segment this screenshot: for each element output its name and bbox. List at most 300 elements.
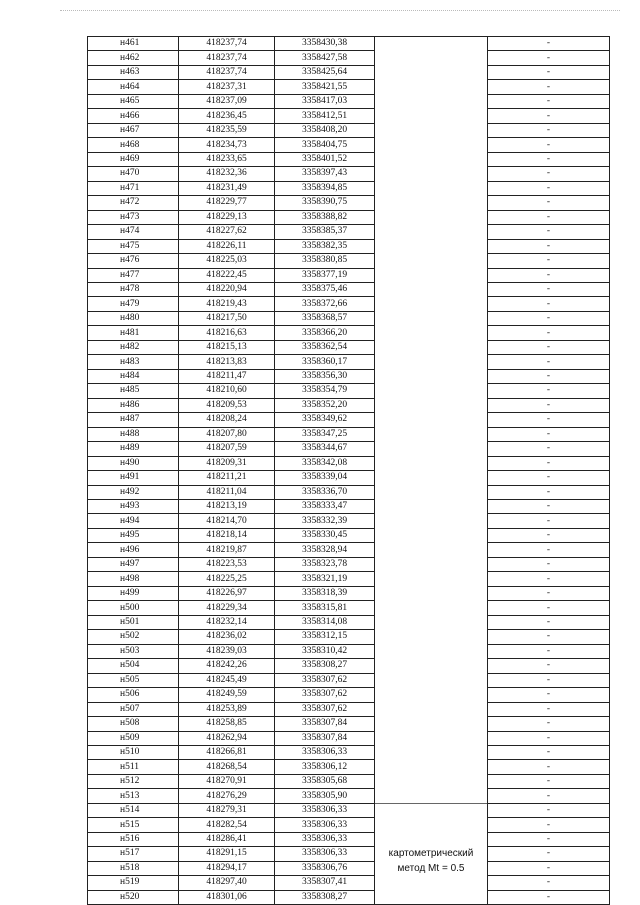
page-top-edge: [60, 10, 620, 13]
y-coordinate-cell: 3358425,64: [275, 65, 375, 79]
dash-cell: -: [488, 861, 610, 875]
x-coordinate-cell: 418282,54: [179, 818, 275, 832]
dash-cell: -: [488, 225, 610, 239]
point-id-cell: н477: [88, 268, 179, 282]
x-coordinate-cell: 418214,70: [179, 514, 275, 528]
y-coordinate-cell: 3358307,84: [275, 717, 375, 731]
point-id-cell: н475: [88, 239, 179, 253]
x-coordinate-cell: 418232,14: [179, 615, 275, 629]
dash-cell: -: [488, 326, 610, 340]
dash-cell: -: [488, 659, 610, 673]
point-id-cell: н486: [88, 398, 179, 412]
y-coordinate-cell: 3358380,85: [275, 254, 375, 268]
y-coordinate-cell: 3358333,47: [275, 500, 375, 514]
table-row: [88, 586, 610, 600]
point-id-cell: н499: [88, 586, 179, 600]
y-coordinate-cell: 3358356,30: [275, 369, 375, 383]
table-row: [88, 818, 610, 832]
y-coordinate-cell: 3358417,03: [275, 94, 375, 108]
dash-cell: -: [488, 789, 610, 803]
dash-cell: -: [488, 181, 610, 195]
x-coordinate-cell: 418227,62: [179, 225, 275, 239]
y-coordinate-cell: 3358308,27: [275, 659, 375, 673]
method-cell: [375, 572, 488, 586]
x-coordinate-cell: 418270,91: [179, 774, 275, 788]
method-cell: [375, 500, 488, 514]
x-coordinate-cell: 418234,73: [179, 138, 275, 152]
dash-cell: -: [488, 688, 610, 702]
point-id-cell: н471: [88, 181, 179, 195]
table-row: [88, 543, 610, 557]
y-coordinate-cell: 3358306,33: [275, 803, 375, 817]
method-cell: [375, 196, 488, 210]
method-cell: [375, 586, 488, 600]
y-coordinate-cell: 3358306,33: [275, 745, 375, 759]
method-cell: [375, 152, 488, 166]
method-cell: [375, 731, 488, 745]
y-coordinate-cell: 3358306,33: [275, 832, 375, 846]
y-coordinate-cell: 3358315,81: [275, 601, 375, 615]
dash-cell: -: [488, 254, 610, 268]
dash-cell: -: [488, 340, 610, 354]
y-coordinate-cell: 3358354,79: [275, 384, 375, 398]
method-cell: [375, 123, 488, 137]
x-coordinate-cell: 418291,15: [179, 847, 275, 861]
y-coordinate-cell: 3358382,35: [275, 239, 375, 253]
x-coordinate-cell: 418213,19: [179, 500, 275, 514]
point-id-cell: н464: [88, 80, 179, 94]
dash-cell: -: [488, 601, 610, 615]
x-coordinate-cell: 418217,50: [179, 311, 275, 325]
point-id-cell: н497: [88, 557, 179, 571]
table-row: [88, 847, 610, 861]
point-id-cell: н461: [88, 37, 179, 51]
x-coordinate-cell: 418294,17: [179, 861, 275, 875]
method-cell: [375, 745, 488, 759]
point-id-cell: н489: [88, 442, 179, 456]
x-coordinate-cell: 418242,26: [179, 659, 275, 673]
table-row: [88, 80, 610, 94]
dash-cell: -: [488, 123, 610, 137]
table-row: [88, 398, 610, 412]
method-note-line-2: метод Mt = 0.5: [397, 862, 465, 874]
dash-cell: -: [488, 196, 610, 210]
y-coordinate-cell: 3358312,15: [275, 630, 375, 644]
method-cell: [375, 384, 488, 398]
point-id-cell: н512: [88, 774, 179, 788]
table-row: [88, 485, 610, 499]
method-cell: [375, 601, 488, 615]
table-row: [88, 659, 610, 673]
y-coordinate-cell: 3358305,68: [275, 774, 375, 788]
x-coordinate-cell: 418216,63: [179, 326, 275, 340]
y-coordinate-cell: 3358332,39: [275, 514, 375, 528]
y-coordinate-cell: 3358310,42: [275, 644, 375, 658]
method-cell: [375, 427, 488, 441]
point-id-cell: н519: [88, 876, 179, 890]
point-id-cell: н483: [88, 355, 179, 369]
method-cell: [375, 355, 488, 369]
table-row: [88, 500, 610, 514]
x-coordinate-cell: 418219,87: [179, 543, 275, 557]
table-row: [88, 65, 610, 79]
dash-cell: -: [488, 297, 610, 311]
method-cell: [375, 51, 488, 65]
dash-cell: -: [488, 890, 610, 904]
method-cell: [375, 138, 488, 152]
dash-cell: -: [488, 138, 610, 152]
table-row: [88, 311, 610, 325]
point-id-cell: н496: [88, 543, 179, 557]
dash-cell: -: [488, 557, 610, 571]
x-coordinate-cell: 418297,40: [179, 876, 275, 890]
method-cell: [375, 94, 488, 108]
table-row: [88, 384, 610, 398]
method-cell: [375, 413, 488, 427]
x-coordinate-cell: 418226,97: [179, 586, 275, 600]
coordinates-table: [87, 36, 610, 905]
table-row: [88, 572, 610, 586]
dash-cell: -: [488, 109, 610, 123]
y-coordinate-cell: 3358372,66: [275, 297, 375, 311]
point-id-cell: н491: [88, 471, 179, 485]
table-row: [88, 254, 610, 268]
y-coordinate-cell: 3358385,37: [275, 225, 375, 239]
y-coordinate-cell: 3358307,62: [275, 673, 375, 687]
dash-cell: -: [488, 427, 610, 441]
x-coordinate-cell: 418235,59: [179, 123, 275, 137]
method-cell: [375, 615, 488, 629]
point-id-cell: н492: [88, 485, 179, 499]
x-coordinate-cell: 418225,25: [179, 572, 275, 586]
table-row: [88, 340, 610, 354]
table-row: [88, 167, 610, 181]
table-row: [88, 239, 610, 253]
point-id-cell: н462: [88, 51, 179, 65]
table-row: [88, 890, 610, 904]
method-cell: [375, 369, 488, 383]
y-coordinate-cell: 3358306,33: [275, 847, 375, 861]
x-coordinate-cell: 418218,14: [179, 528, 275, 542]
dash-cell: -: [488, 774, 610, 788]
point-id-cell: н509: [88, 731, 179, 745]
x-coordinate-cell: 418229,13: [179, 210, 275, 224]
x-coordinate-cell: 418207,59: [179, 442, 275, 456]
method-cell: [375, 818, 488, 832]
dash-cell: -: [488, 731, 610, 745]
point-id-cell: н493: [88, 500, 179, 514]
method-cell: [375, 832, 488, 846]
table-row: [88, 514, 610, 528]
method-note-line-1: картометрический: [388, 848, 474, 860]
x-coordinate-cell: 418229,77: [179, 196, 275, 210]
method-cell: [375, 557, 488, 571]
dash-cell: -: [488, 514, 610, 528]
table-row: [88, 109, 610, 123]
table-row: [88, 51, 610, 65]
method-cell: [375, 861, 488, 875]
point-id-cell: н484: [88, 369, 179, 383]
table-row: [88, 803, 610, 817]
y-coordinate-cell: 3358366,20: [275, 326, 375, 340]
point-id-cell: н508: [88, 717, 179, 731]
point-id-cell: н498: [88, 572, 179, 586]
point-id-cell: н510: [88, 745, 179, 759]
dash-cell: -: [488, 413, 610, 427]
y-coordinate-cell: 3358336,70: [275, 485, 375, 499]
y-coordinate-cell: 3358330,45: [275, 528, 375, 542]
table-row: [88, 326, 610, 340]
table-row: [88, 369, 610, 383]
point-id-cell: н517: [88, 847, 179, 861]
table-row: [88, 282, 610, 296]
method-cell: [375, 37, 488, 51]
dash-cell: -: [488, 167, 610, 181]
table-row: [88, 615, 610, 629]
table-row: [88, 644, 610, 658]
method-cell: [375, 210, 488, 224]
x-coordinate-cell: 418268,54: [179, 760, 275, 774]
dash-cell: -: [488, 572, 610, 586]
x-coordinate-cell: 418213,83: [179, 355, 275, 369]
method-cell: [375, 109, 488, 123]
method-cell: [375, 688, 488, 702]
method-cell: [375, 442, 488, 456]
x-coordinate-cell: 418237,31: [179, 80, 275, 94]
dash-cell: -: [488, 398, 610, 412]
point-id-cell: н481: [88, 326, 179, 340]
method-cell: [375, 471, 488, 485]
x-coordinate-cell: 418226,11: [179, 239, 275, 253]
method-cell: [375, 80, 488, 94]
dash-cell: -: [488, 543, 610, 557]
y-coordinate-cell: 3358342,08: [275, 456, 375, 470]
x-coordinate-cell: 418237,74: [179, 65, 275, 79]
table-row: [88, 688, 610, 702]
dash-cell: -: [488, 717, 610, 731]
y-coordinate-cell: 3358401,52: [275, 152, 375, 166]
x-coordinate-cell: 418286,41: [179, 832, 275, 846]
method-cell: [375, 774, 488, 788]
x-coordinate-cell: 418211,47: [179, 369, 275, 383]
y-coordinate-cell: 3358305,90: [275, 789, 375, 803]
point-id-cell: н511: [88, 760, 179, 774]
x-coordinate-cell: 418220,94: [179, 282, 275, 296]
dash-cell: -: [488, 876, 610, 890]
x-coordinate-cell: 418253,89: [179, 702, 275, 716]
method-cell: [375, 225, 488, 239]
table-row: [88, 745, 610, 759]
method-cell: [375, 65, 488, 79]
point-id-cell: н474: [88, 225, 179, 239]
y-coordinate-cell: 3358421,55: [275, 80, 375, 94]
method-cell: [375, 268, 488, 282]
x-coordinate-cell: 418209,53: [179, 398, 275, 412]
y-coordinate-cell: 3358404,75: [275, 138, 375, 152]
point-id-cell: н506: [88, 688, 179, 702]
point-id-cell: н513: [88, 789, 179, 803]
table-row: [88, 557, 610, 571]
method-cell: [375, 254, 488, 268]
table-row: [88, 297, 610, 311]
y-coordinate-cell: 3358307,84: [275, 731, 375, 745]
method-cell: [375, 717, 488, 731]
table-row: [88, 861, 610, 875]
y-coordinate-cell: 3358362,54: [275, 340, 375, 354]
point-id-cell: н500: [88, 601, 179, 615]
x-coordinate-cell: 418236,45: [179, 109, 275, 123]
x-coordinate-cell: 418276,29: [179, 789, 275, 803]
table-row: [88, 456, 610, 470]
point-id-cell: н482: [88, 340, 179, 354]
x-coordinate-cell: 418211,04: [179, 485, 275, 499]
x-coordinate-cell: 418237,74: [179, 51, 275, 65]
x-coordinate-cell: 418279,31: [179, 803, 275, 817]
x-coordinate-cell: 418219,43: [179, 297, 275, 311]
y-coordinate-cell: 3358328,94: [275, 543, 375, 557]
y-coordinate-cell: 3358314,08: [275, 615, 375, 629]
x-coordinate-cell: 418231,49: [179, 181, 275, 195]
x-coordinate-cell: 418229,34: [179, 601, 275, 615]
dash-cell: -: [488, 94, 610, 108]
x-coordinate-cell: 418210,60: [179, 384, 275, 398]
point-id-cell: н516: [88, 832, 179, 846]
table-row: [88, 471, 610, 485]
dash-cell: -: [488, 832, 610, 846]
dash-cell: -: [488, 745, 610, 759]
point-id-cell: н502: [88, 630, 179, 644]
dash-cell: -: [488, 51, 610, 65]
method-cell: [375, 282, 488, 296]
y-coordinate-cell: 3358323,78: [275, 557, 375, 571]
dash-cell: -: [488, 500, 610, 514]
method-cell: [375, 514, 488, 528]
dash-cell: -: [488, 702, 610, 716]
x-coordinate-cell: 418236,02: [179, 630, 275, 644]
y-coordinate-cell: 3358347,25: [275, 427, 375, 441]
table-row: [88, 268, 610, 282]
point-id-cell: н465: [88, 94, 179, 108]
table-row: [88, 673, 610, 687]
y-coordinate-cell: 3358430,38: [275, 37, 375, 51]
point-id-cell: н466: [88, 109, 179, 123]
dash-cell: -: [488, 615, 610, 629]
table-row: [88, 717, 610, 731]
x-coordinate-cell: 418239,03: [179, 644, 275, 658]
dash-cell: -: [488, 80, 610, 94]
x-coordinate-cell: 418237,74: [179, 37, 275, 51]
dash-cell: -: [488, 210, 610, 224]
table-row: [88, 774, 610, 788]
method-cell: [375, 760, 488, 774]
x-coordinate-cell: 418222,45: [179, 268, 275, 282]
y-coordinate-cell: 3358427,58: [275, 51, 375, 65]
point-id-cell: н501: [88, 615, 179, 629]
y-coordinate-cell: 3358368,57: [275, 311, 375, 325]
method-cell: [375, 485, 488, 499]
point-id-cell: н473: [88, 210, 179, 224]
point-id-cell: н515: [88, 818, 179, 832]
table-row: [88, 832, 610, 846]
y-coordinate-cell: 3358306,33: [275, 818, 375, 832]
x-coordinate-cell: 418301,06: [179, 890, 275, 904]
method-cell: [375, 297, 488, 311]
y-coordinate-cell: 3358377,19: [275, 268, 375, 282]
method-cell: [375, 543, 488, 557]
x-coordinate-cell: 418249,59: [179, 688, 275, 702]
dash-cell: -: [488, 456, 610, 470]
table-row: [88, 210, 610, 224]
method-cell: [375, 789, 488, 803]
point-id-cell: н503: [88, 644, 179, 658]
point-id-cell: н504: [88, 659, 179, 673]
dash-cell: -: [488, 268, 610, 282]
table-row: [88, 630, 610, 644]
y-coordinate-cell: 3358397,43: [275, 167, 375, 181]
dash-cell: -: [488, 760, 610, 774]
point-id-cell: н487: [88, 413, 179, 427]
dash-cell: -: [488, 630, 610, 644]
y-coordinate-cell: 3358394,85: [275, 181, 375, 195]
y-coordinate-cell: 3358308,27: [275, 890, 375, 904]
y-coordinate-cell: 3358390,75: [275, 196, 375, 210]
dash-cell: -: [488, 384, 610, 398]
table-row: [88, 225, 610, 239]
point-id-cell: н494: [88, 514, 179, 528]
method-cell: [375, 456, 488, 470]
dash-cell: -: [488, 282, 610, 296]
method-cell: [375, 644, 488, 658]
x-coordinate-cell: 418258,85: [179, 717, 275, 731]
y-coordinate-cell: 3358352,20: [275, 398, 375, 412]
table-row: [88, 702, 610, 716]
x-coordinate-cell: 418266,81: [179, 745, 275, 759]
method-cell: [375, 326, 488, 340]
dash-cell: -: [488, 673, 610, 687]
y-coordinate-cell: 3358375,46: [275, 282, 375, 296]
dash-cell: -: [488, 485, 610, 499]
dash-cell: -: [488, 369, 610, 383]
method-cell: [375, 702, 488, 716]
x-coordinate-cell: 418232,36: [179, 167, 275, 181]
dash-cell: -: [488, 65, 610, 79]
dash-cell: -: [488, 355, 610, 369]
y-coordinate-cell: 3358307,62: [275, 688, 375, 702]
method-cell: [375, 398, 488, 412]
method-cell: [375, 876, 488, 890]
table-row: [88, 789, 610, 803]
y-coordinate-cell: 3358307,62: [275, 702, 375, 716]
y-coordinate-cell: 3358339,04: [275, 471, 375, 485]
dash-cell: -: [488, 239, 610, 253]
table-row: [88, 152, 610, 166]
table-row: [88, 355, 610, 369]
method-cell: [375, 528, 488, 542]
x-coordinate-cell: 418207,80: [179, 427, 275, 441]
point-id-cell: н520: [88, 890, 179, 904]
y-coordinate-cell: 3358349,62: [275, 413, 375, 427]
point-id-cell: н490: [88, 456, 179, 470]
dash-cell: -: [488, 644, 610, 658]
table-row: [88, 94, 610, 108]
method-cell: [375, 630, 488, 644]
dash-cell: -: [488, 37, 610, 51]
method-cell: [375, 803, 488, 817]
method-cell: [375, 311, 488, 325]
method-cell: [375, 239, 488, 253]
table-row: [88, 196, 610, 210]
point-id-cell: н495: [88, 528, 179, 542]
